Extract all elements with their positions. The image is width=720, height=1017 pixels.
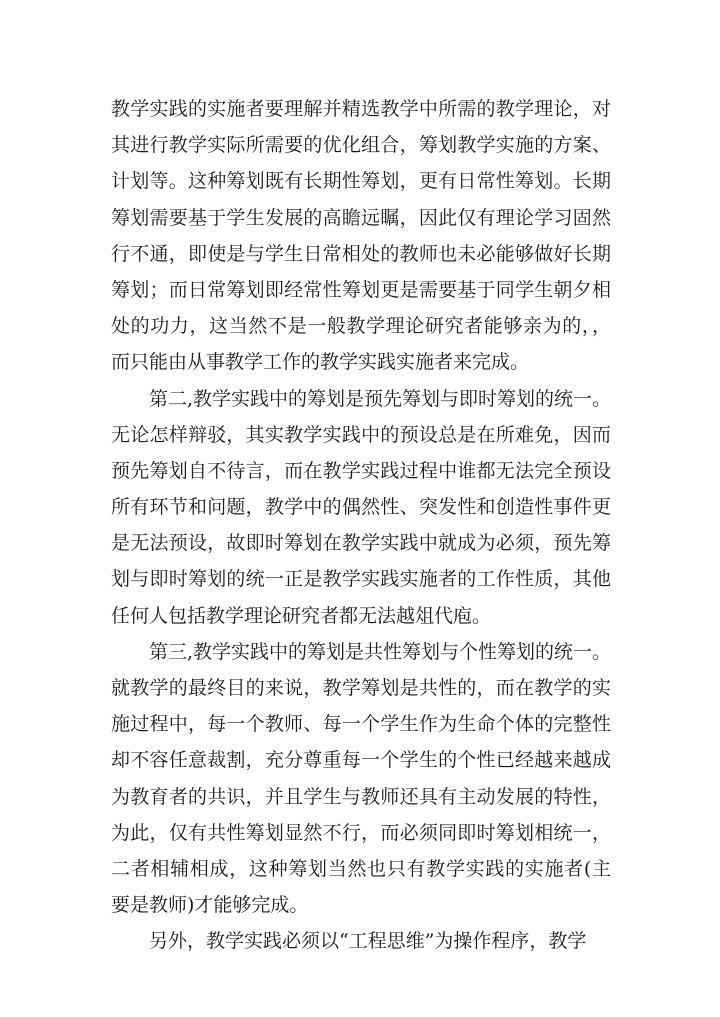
text-line: 是无法预设，故即时筹划在教学实践中就成为必须，预先筹 [111, 532, 611, 555]
text-line: 教学实践的实施者要理解并精选教学中所需的教学理论，对 [111, 98, 611, 120]
paragraph-heading-3: 第三,教学实践中的筹划是共性筹划与个性筹划的统一。 [149, 640, 612, 663]
text-line: 筹划；而日常筹划即经常性筹划更是需要基于同学生朝夕相 [111, 278, 611, 301]
text-line: 其进行教学实际所需要的优化组合，筹划教学实施的方案、 [111, 134, 611, 157]
text-line: 为教育者的共识，并且学生与教师还具有主动发展的特性， [111, 785, 611, 808]
text-line: 计划等。这种筹划既有长期性筹划，更有日常性筹划。长期 [111, 170, 611, 193]
text-line: 行不通，即使是与学生日常相处的教师也未必能够做好长期 [111, 242, 611, 265]
text-line: 任何人包括教学理论研究者都无法越俎代庖。 [111, 604, 492, 627]
text-line: 另外，教学实践必须以“工程思维”为操作程序，教学 [149, 930, 587, 953]
text-line: 要是教师)才能够完成。 [111, 894, 309, 917]
text-line: 划与即时筹划的统一正是教学实践实施者的工作性质，其他 [111, 568, 611, 591]
text-line: 就教学的最终目的来说，教学筹划是共性的，而在教学的实 [111, 677, 611, 699]
text-line: 为此，仅有共性筹划显然不行，而必须同即时筹划相统一， [111, 821, 611, 844]
text-line: 预先筹划自不待言，而在教学实践过程中谁都无法完全预设 [111, 459, 611, 482]
text-line: 筹划需要基于学生发展的高瞻远瞩，因此仅有理论学习固然 [111, 206, 611, 229]
text-line: 二者相辅相成，这种筹划当然也只有教学实践的实施者(主 [111, 857, 611, 880]
paragraph-heading-2: 第二,教学实践中的筹划是预先筹划与即时筹划的统一。 [149, 387, 612, 410]
text-line: 所有环节和问题，教学中的偶然性、突发性和创造性事件更 [111, 496, 611, 519]
text-line: 却不容任意裁割，充分尊重每一个学生的个性已经越来越成 [111, 749, 611, 772]
text-line: 施过程中，每一个教师、每一个学生作为生命个体的完整性 [111, 713, 611, 736]
text-line: 而只能由从事教学工作的教学实践实施者来完成。 [111, 351, 530, 374]
body-text [111, 91, 611, 960]
text-line: 无论怎样辩驳，其实教学实践中的预设总是在所难免，因而 [111, 423, 611, 446]
text-line: 处的功力，这当然不是一般教学理论研究者能够亲为的，， [111, 315, 611, 338]
